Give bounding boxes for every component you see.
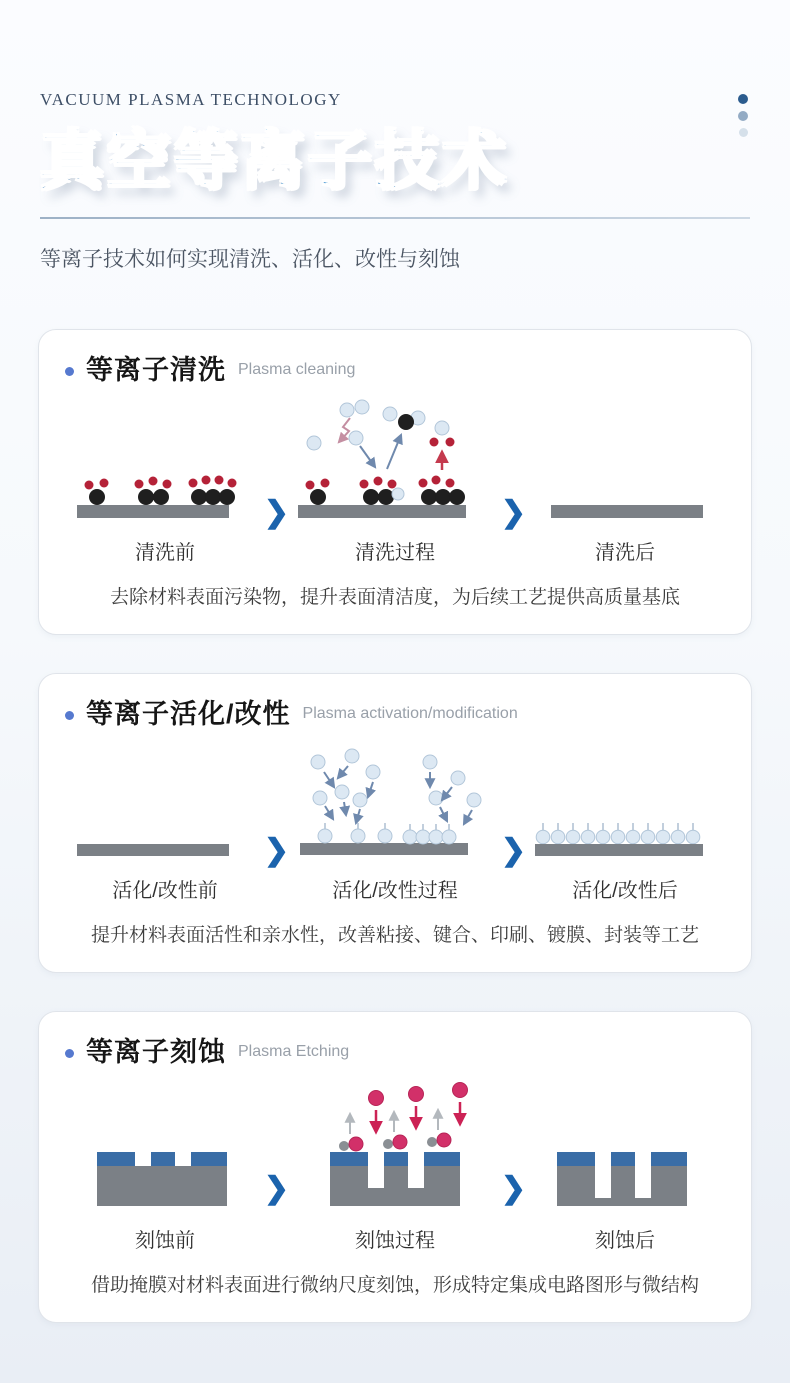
bullet-icon [65,1049,74,1058]
title-divider [40,217,750,219]
card-header [65,352,725,388]
stage-after-activation [527,757,723,904]
stage-label: 清洗后 [594,542,655,565]
card-title: 等离子刻蚀 [86,1037,226,1068]
decorative-dots [738,94,748,137]
stage-label: 活化/改性过程 [332,880,458,903]
stage-before-etching [67,1108,263,1254]
dot-dark-icon [738,94,748,104]
cleaning-diagram [65,396,725,566]
stage-label: 清洗前 [135,542,195,565]
before-cleaning-illustration [67,419,263,524]
bullet-icon [65,367,74,376]
stage-label: 活化/改性后 [572,880,678,903]
stage-cleaning-process [290,396,500,566]
card-plasma-activation [38,673,752,973]
dot-medium-icon [738,111,748,121]
stage-before-activation [67,757,263,904]
activation-diagram [65,740,725,904]
after-etching-illustration [527,1108,723,1212]
chevron-right-icon: ❯ [500,496,527,530]
stage-after-cleaning [527,419,723,566]
page-title: 真空等离子技术 [40,128,750,195]
card-plasma-cleaning [38,329,752,635]
stage-activation-process [290,740,500,904]
card-description: 提升材料表面活性和亲水性，改善粘接、键合、印刷、镀膜、封装等工艺 [90,925,699,947]
etching-diagram [65,1078,725,1254]
after-cleaning-illustration [527,419,723,524]
cleaning-process-illustration [290,396,500,524]
stage-label: 刻蚀后 [594,1230,655,1253]
stage-label: 活化/改性前 [112,880,218,903]
chevron-right-icon: ❯ [263,1172,290,1206]
page-subtitle: 等离子技术如何实现清洗、活化、改性与刻蚀 [40,248,460,272]
chevron-right-icon: ❯ [263,834,290,868]
header [0,0,790,273]
before-activation-illustration [67,757,263,862]
dot-light-icon [739,128,748,137]
eyebrow-text: VACUUM PLASMA TECHNOLOGY [40,90,342,109]
bullet-icon [65,711,74,720]
activation-process-illustration [290,740,500,862]
card-subtitle-en: Plasma cleaning [238,361,356,379]
card-plasma-etching [38,1011,752,1323]
stage-after-etching [527,1108,723,1254]
card-description: 去除材料表面污染物，提升表面清洁度，为后续工艺提供高质量基底 [109,587,680,609]
after-activation-illustration [527,757,723,862]
card-subtitle-en: Plasma Etching [238,1043,350,1061]
chevron-right-icon: ❯ [500,834,527,868]
cards-container [38,329,752,1323]
etching-process-illustration [290,1078,500,1212]
chevron-right-icon: ❯ [263,496,290,530]
chevron-right-icon: ❯ [500,1172,527,1206]
card-header [65,696,725,732]
card-title: 等离子活化/改性 [86,699,291,730]
stage-etching-process [290,1078,500,1254]
card-subtitle-en: Plasma activation/modification [302,705,518,723]
before-etching-illustration [67,1108,263,1212]
stage-label: 刻蚀前 [135,1230,195,1253]
stage-label: 刻蚀过程 [354,1230,435,1253]
stage-label: 清洗过程 [354,542,435,565]
stage-before-cleaning [67,419,263,566]
card-header [65,1034,725,1070]
card-title: 等离子清洗 [86,355,226,386]
card-description: 借助掩膜对材料表面进行微纳尺度刻蚀，形成特定集成电路图形与微结构 [90,1275,699,1297]
